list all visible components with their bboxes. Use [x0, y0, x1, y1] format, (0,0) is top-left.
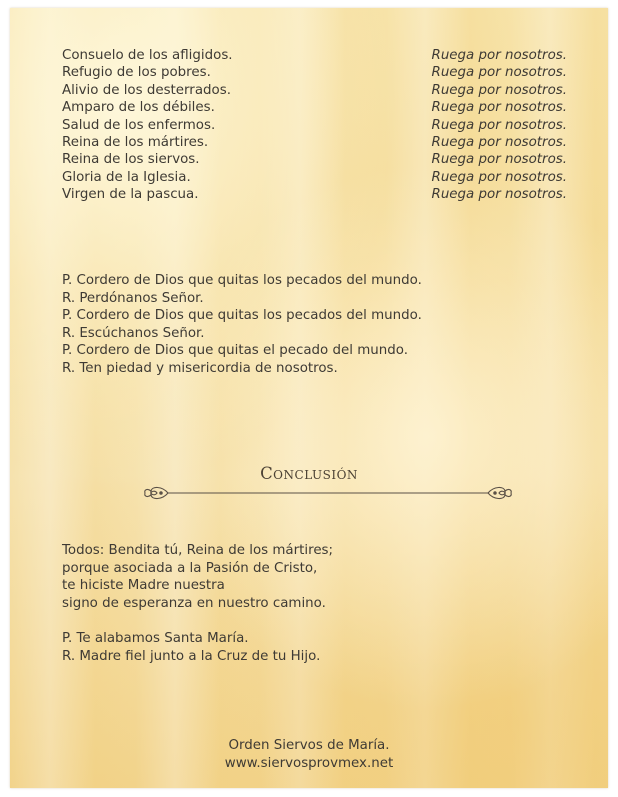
litany-response: Ruega por nosotros. [431, 100, 567, 116]
litany-response: Ruega por nosotros. [431, 48, 567, 63]
agnus-dei-line: R. Ten piedad y misericordia de nosotros. [62, 360, 338, 376]
litany-response: Ruega por nosotros. [431, 117, 567, 133]
litany-row [62, 186, 567, 203]
litany-row [62, 169, 567, 186]
litany-list [62, 47, 567, 204]
litany-row [62, 64, 567, 81]
agnus-dei-line: P. Cordero de Dios que quitas el pecado del mundo. [62, 343, 408, 359]
litany-row [62, 47, 567, 64]
litany-response: Ruega por nosotros. [431, 187, 567, 203]
prayer-line: te hiciste Madre nuestra [62, 578, 225, 594]
scroll-ornament-divider-icon [142, 482, 514, 504]
footer-website: www.siervosprovmex.net [224, 755, 394, 771]
litany-row [62, 99, 567, 116]
prayer-line: porque asociada a la Pasión de Cristo, [62, 560, 318, 576]
litany-invocation: Consuelo de los afligidos. [62, 48, 233, 63]
footer [10, 737, 608, 772]
agnus-dei-line: P. Cordero de Dios que quitas los pecados del mundo. [62, 273, 422, 288]
agnus-dei-block [62, 272, 422, 378]
conclusion-versicle [62, 630, 320, 665]
conclusion-prayer [62, 542, 333, 612]
agnus-dei-line: P. Cordero de Dios que quitas los pecados del mundo. [62, 308, 422, 324]
litany-response: Ruega por nosotros. [431, 134, 567, 150]
litany-invocation: Refugio de los pobres. [62, 65, 211, 81]
prayer-line: Todos: Bendita tú, Reina de los mártires; [62, 543, 334, 558]
prayer-line: signo de esperanza en nuestro camino. [62, 595, 326, 611]
litany-invocation: Amparo de los débiles. [62, 100, 215, 116]
litany-row [62, 82, 567, 99]
versicle-line: R. Madre fiel junto a la Cruz de tu Hijo. [62, 648, 321, 664]
conclusion-heading: Conclusión [260, 464, 358, 483]
litany-response: Ruega por nosotros. [431, 82, 567, 98]
agnus-dei-line: R. Escúchanos Señor. [62, 325, 205, 341]
litany-invocation: Alivio de los desterrados. [62, 82, 231, 98]
litany-row [62, 134, 567, 151]
footer-organization: Orden Siervos de María. [228, 738, 390, 753]
versicle-line: P. Te alabamos Santa María. [62, 631, 249, 646]
litany-invocation: Salud de los enfermos. [62, 117, 216, 133]
agnus-dei-line: R. Perdónanos Señor. [62, 290, 204, 306]
litany-invocation: Virgen de la pascua. [62, 187, 199, 203]
litany-response: Ruega por nosotros. [431, 65, 567, 81]
page [10, 8, 608, 788]
litany-response: Ruega por nosotros. [431, 152, 567, 168]
litany-invocation: Reina de los mártires. [62, 134, 209, 150]
litany-row [62, 117, 567, 134]
litany-row [62, 151, 567, 168]
litany-invocation: Gloria de la Iglesia. [62, 169, 191, 185]
litany-response: Ruega por nosotros. [431, 169, 567, 185]
litany-invocation: Reina de los siervos. [62, 152, 200, 168]
